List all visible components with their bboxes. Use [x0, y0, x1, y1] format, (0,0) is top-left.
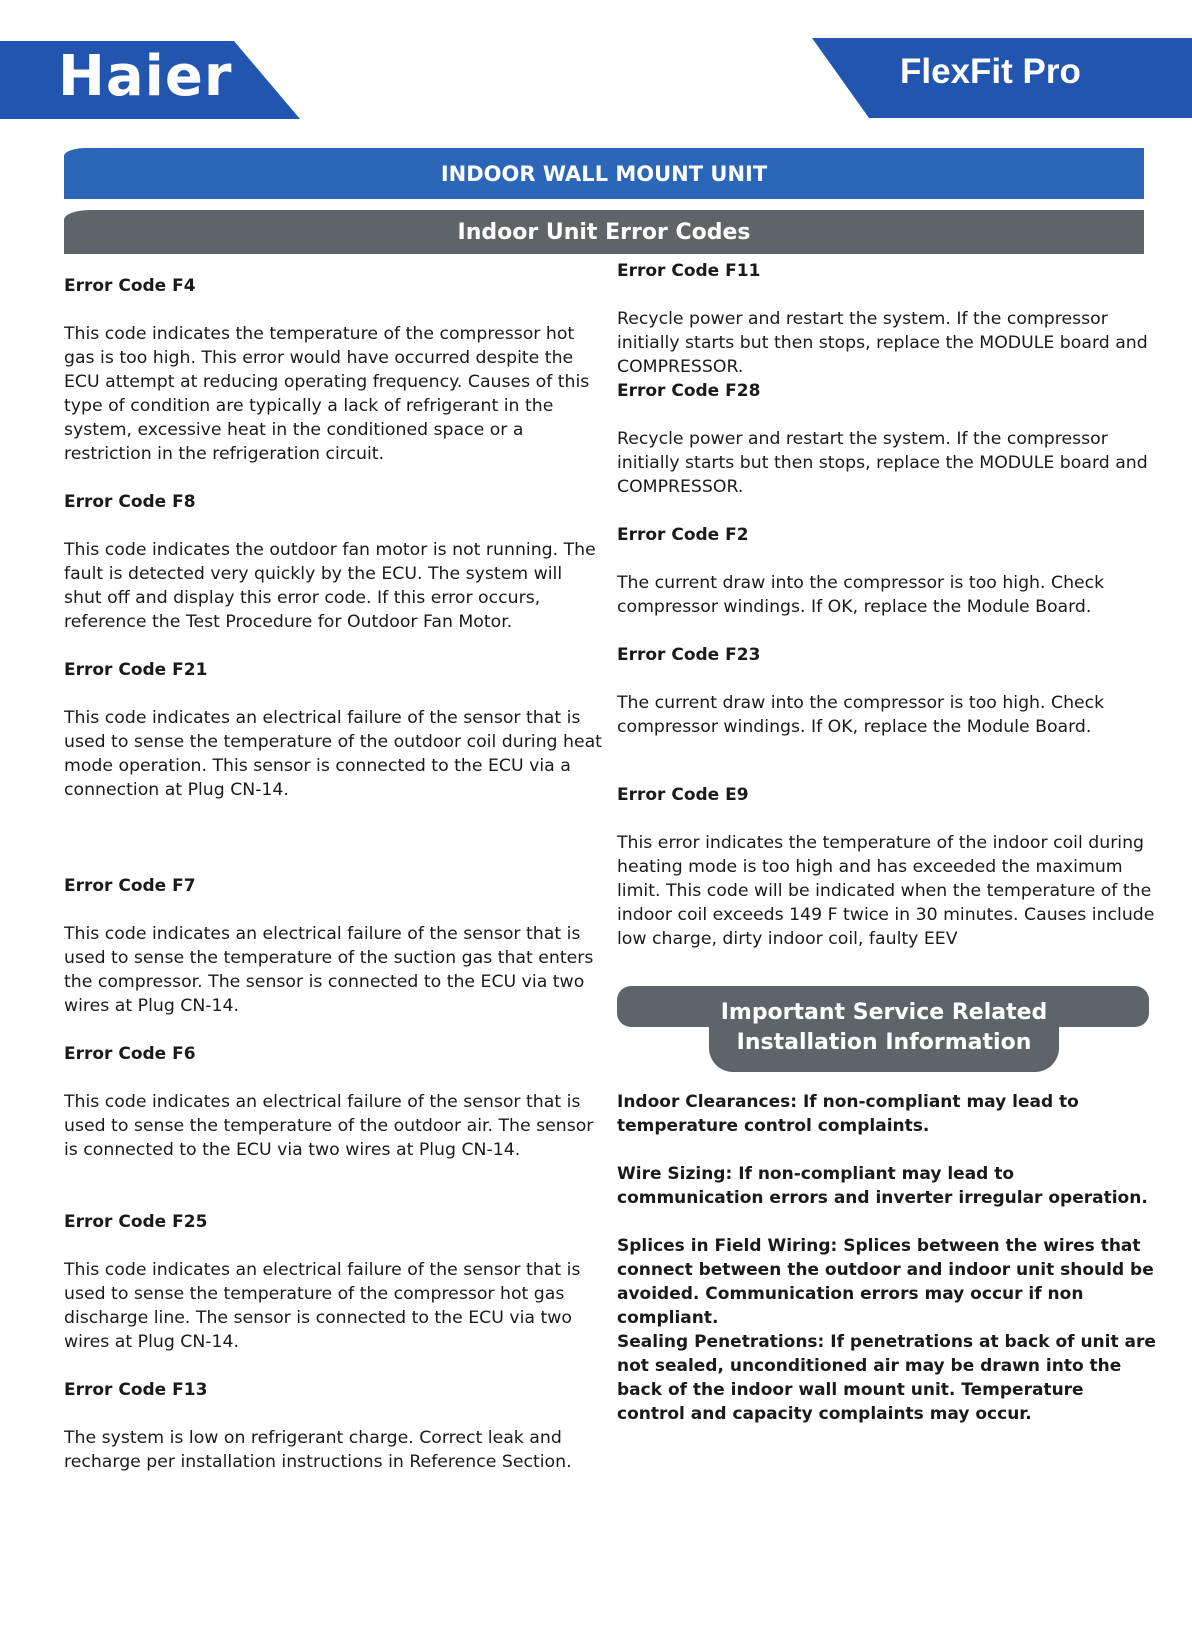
- error-code-description: This code indicates an electrical failure of the sensor that is used to sense the temperature of the outdoor coil during heat mode operation. This sensor is connected to the ECU via a connection at Plug CN-14.: [64, 708, 602, 800]
- error-code-description: This code indicates the outdoor fan motor is not running. The fault is detected very quickly by the ECU. The system will shut off and display this error code. If this error occurs, reference the Test Procedure for Outdoor Fan Motor.: [64, 540, 596, 632]
- error-code-heading: Error Code F11: [617, 261, 761, 281]
- error-code-description: The current draw into the compressor is too high. Check compressor windings. If OK, replace the Module Board.: [617, 693, 1105, 737]
- model-name: FlexFit Pro: [900, 52, 1081, 91]
- error-code-description: This code indicates an electrical failure of the sensor that is used to sense the temperature of the suction gas that enters the compressor. The sensor is connected to the ECU via two wires at Plug CN-14.: [64, 924, 594, 1016]
- error-code-description: This error indicates the temperature of the indoor coil during heating mode is too high and has exceeded the maximum limit. This code will be indicated when the temperature of the indoor coil exceeds 149 F twice in 30 minutes. Causes include low charge, dirty indoor coil, faulty EEV: [617, 833, 1155, 949]
- section-title-banner: [64, 210, 1144, 254]
- error-code-description: The current draw into the compressor is too high. Check compressor windings. If OK, replace the Module Board.: [617, 573, 1105, 617]
- error-code-description: This code indicates the temperature of the compressor hot gas is too high. This error would have occurred despite the ECU attempt at reducing operating frequency. Causes of this type of condition are typically a lack of refrigerant in the system, excessive heat in the conditioned space or a restriction in the refrigeration circuit.: [64, 324, 590, 464]
- service-section-title: Important Service Related Installation Information: [720, 1000, 1048, 1055]
- error-code-heading: Error Code F2: [617, 525, 749, 545]
- error-code-heading: Error Code E9: [617, 785, 749, 805]
- page-title: INDOOR WALL MOUNT UNIT: [440, 161, 768, 186]
- error-code-heading: Error Code F21: [64, 660, 208, 680]
- service-item: Wire Sizing: If non-compliant may lead to communication errors and inverter irregular operation.: [617, 1164, 1148, 1208]
- service-item: Splices in Field Wiring: Splices between the wires that connect between the outdoor and indoor unit should be avoided. Communication errors may occur if non compliant.: [617, 1236, 1154, 1328]
- error-code-description: Recycle power and restart the system. If the compressor initially starts but then stops, replace the MODULE board and COMPRESSOR.: [617, 309, 1148, 377]
- error-code-heading: Error Code F23: [617, 645, 761, 665]
- error-code-heading: Error Code F6: [64, 1044, 196, 1064]
- section-title: Indoor Unit Error Codes: [457, 219, 751, 245]
- error-code-heading: Error Code F28: [617, 381, 761, 401]
- error-code-heading: Error Code F25: [64, 1212, 208, 1232]
- error-code-heading: Error Code F8: [64, 492, 196, 512]
- brand-logo: Haier: [58, 44, 233, 109]
- left-column: [64, 274, 604, 1474]
- right-column: [617, 259, 1157, 951]
- error-code-description: This code indicates an electrical failure of the sensor that is used to sense the temperature of the compressor hot gas discharge line. The sensor is connected to the ECU via two wires at Plug CN-14.: [64, 1260, 581, 1352]
- page-title-banner: [64, 148, 1144, 199]
- error-code-description: This code indicates an electrical failure of the sensor that is used to sense the temperature of the outdoor air. The sensor is connected to the ECU via two wires at Plug CN-14.: [64, 1092, 594, 1160]
- service-item: Indoor Clearances: If non-compliant may lead to temperature control complaints.: [617, 1092, 1079, 1136]
- error-code-heading: Error Code F13: [64, 1380, 208, 1400]
- error-code-heading: Error Code F4: [64, 276, 196, 296]
- service-item: Sealing Penetrations: If penetrations at back of unit are not sealed, unconditioned air may be drawn into the back of the indoor wall mount unit. Temperature control and capacity complaints may occur.: [617, 1332, 1156, 1424]
- error-code-description: The system is low on refrigerant charge. Correct leak and recharge per installation instructions in Reference Section.: [64, 1428, 572, 1472]
- error-code-description: Recycle power and restart the system. If the compressor initially starts but then stops, replace the MODULE board and COMPRESSOR.: [617, 429, 1148, 497]
- error-code-heading: Error Code F7: [64, 876, 196, 896]
